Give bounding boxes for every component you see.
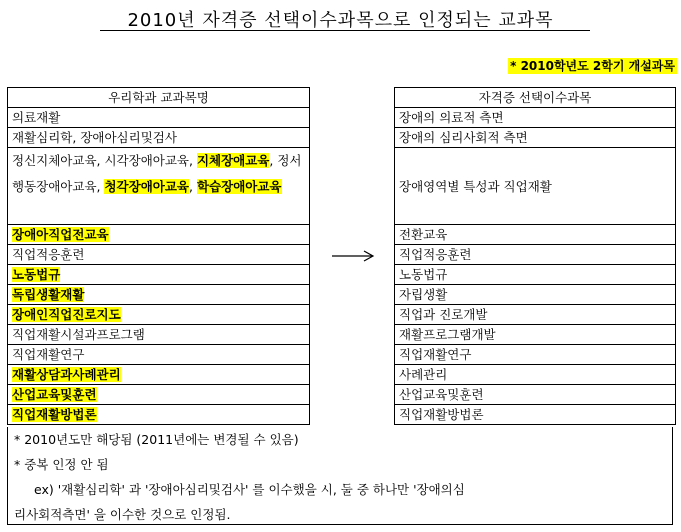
note-example-line: 리사회적측면' 을 이수한 것으로 인정됨. [14, 507, 231, 522]
table-row: 재활프로그램개발 [395, 325, 676, 345]
table-row: 직업재활연구 [395, 345, 676, 365]
table-row: 장애의 심리사회적 측면 [395, 128, 676, 148]
table-row: 직업과 진로개발 [395, 305, 676, 325]
title-underline [100, 30, 590, 31]
course-highlighted: 재활상담과사례관리 [12, 367, 121, 382]
table-row: 직업재활방법론 [395, 405, 676, 425]
table-row [8, 305, 310, 325]
table-row: 노동법규 [395, 265, 676, 285]
table-row: 재활심리학, 장애아심리및검사 [8, 128, 310, 148]
table-row [8, 265, 310, 285]
semester-note: * 2010학년도 2학기 개설과목 [510, 59, 675, 73]
course-highlighted: 노동법규 [12, 267, 61, 282]
table-row [8, 225, 310, 245]
course-highlighted: 독립생활재활 [12, 287, 85, 302]
note-example-line: ex) '재활심리학' 과 '장애아심리및검사' 를 이수했을 시, 둘 중 하나만 '장애의심 [34, 482, 465, 497]
table-row [8, 285, 310, 305]
course-segment-highlighted: 청각장애아교육 [104, 179, 190, 194]
table-row: 의료재활 [8, 108, 310, 128]
note-line: * 중복 인정 안 됨 [14, 457, 109, 472]
notes-box [7, 427, 673, 525]
table-row-multiline [8, 148, 310, 225]
table-row: 자립생활 [395, 285, 676, 305]
page-title: 2010년 자격증 선택이수과목으로 인정되는 교과목 [127, 10, 554, 31]
table-row: 사례관리 [395, 365, 676, 385]
table-row: 장애의 의료적 측면 [395, 108, 676, 128]
course-highlighted: 장애아직업전교육 [12, 227, 109, 242]
course-highlighted: 직업재활방법론 [12, 407, 97, 422]
table-row: 전환교육 [395, 225, 676, 245]
table-row: 직업적응훈련 [8, 245, 310, 265]
course-segment: 정신지체아교육, 시각장애아교육, [12, 153, 197, 168]
course-segment: , 정서행동장애아교육, [12, 153, 302, 194]
table-row: 직업재활시설과프로그램 [8, 325, 310, 345]
table-row: 산업교육및훈련 [395, 385, 676, 405]
table-row-tall: 장애영역별 특성과 직업재활 [395, 148, 676, 225]
right-table-header: 자격증 선택이수과목 [395, 88, 676, 108]
course-highlighted: 산업교육및훈련 [12, 387, 97, 402]
table-row: 직업적응훈련 [395, 245, 676, 265]
department-courses-table [7, 87, 310, 425]
left-table-header: 우리학과 교과목명 [8, 88, 310, 108]
course-segment-highlighted: 지체장애교육 [196, 153, 270, 168]
table-row [8, 365, 310, 385]
certificate-courses-table [394, 87, 676, 425]
course-highlighted: 장애인직업진로지도 [12, 307, 121, 322]
table-row: 직업재활연구 [8, 345, 310, 365]
note-line: * 2010년도만 해당됨 (2011년에는 변경될 수 있음) [14, 432, 299, 447]
arrow-right-icon [330, 248, 376, 264]
course-segment-highlighted: 학습장애아교육 [196, 179, 282, 194]
table-row [8, 405, 310, 425]
course-segment: , [189, 179, 197, 194]
table-row [8, 385, 310, 405]
